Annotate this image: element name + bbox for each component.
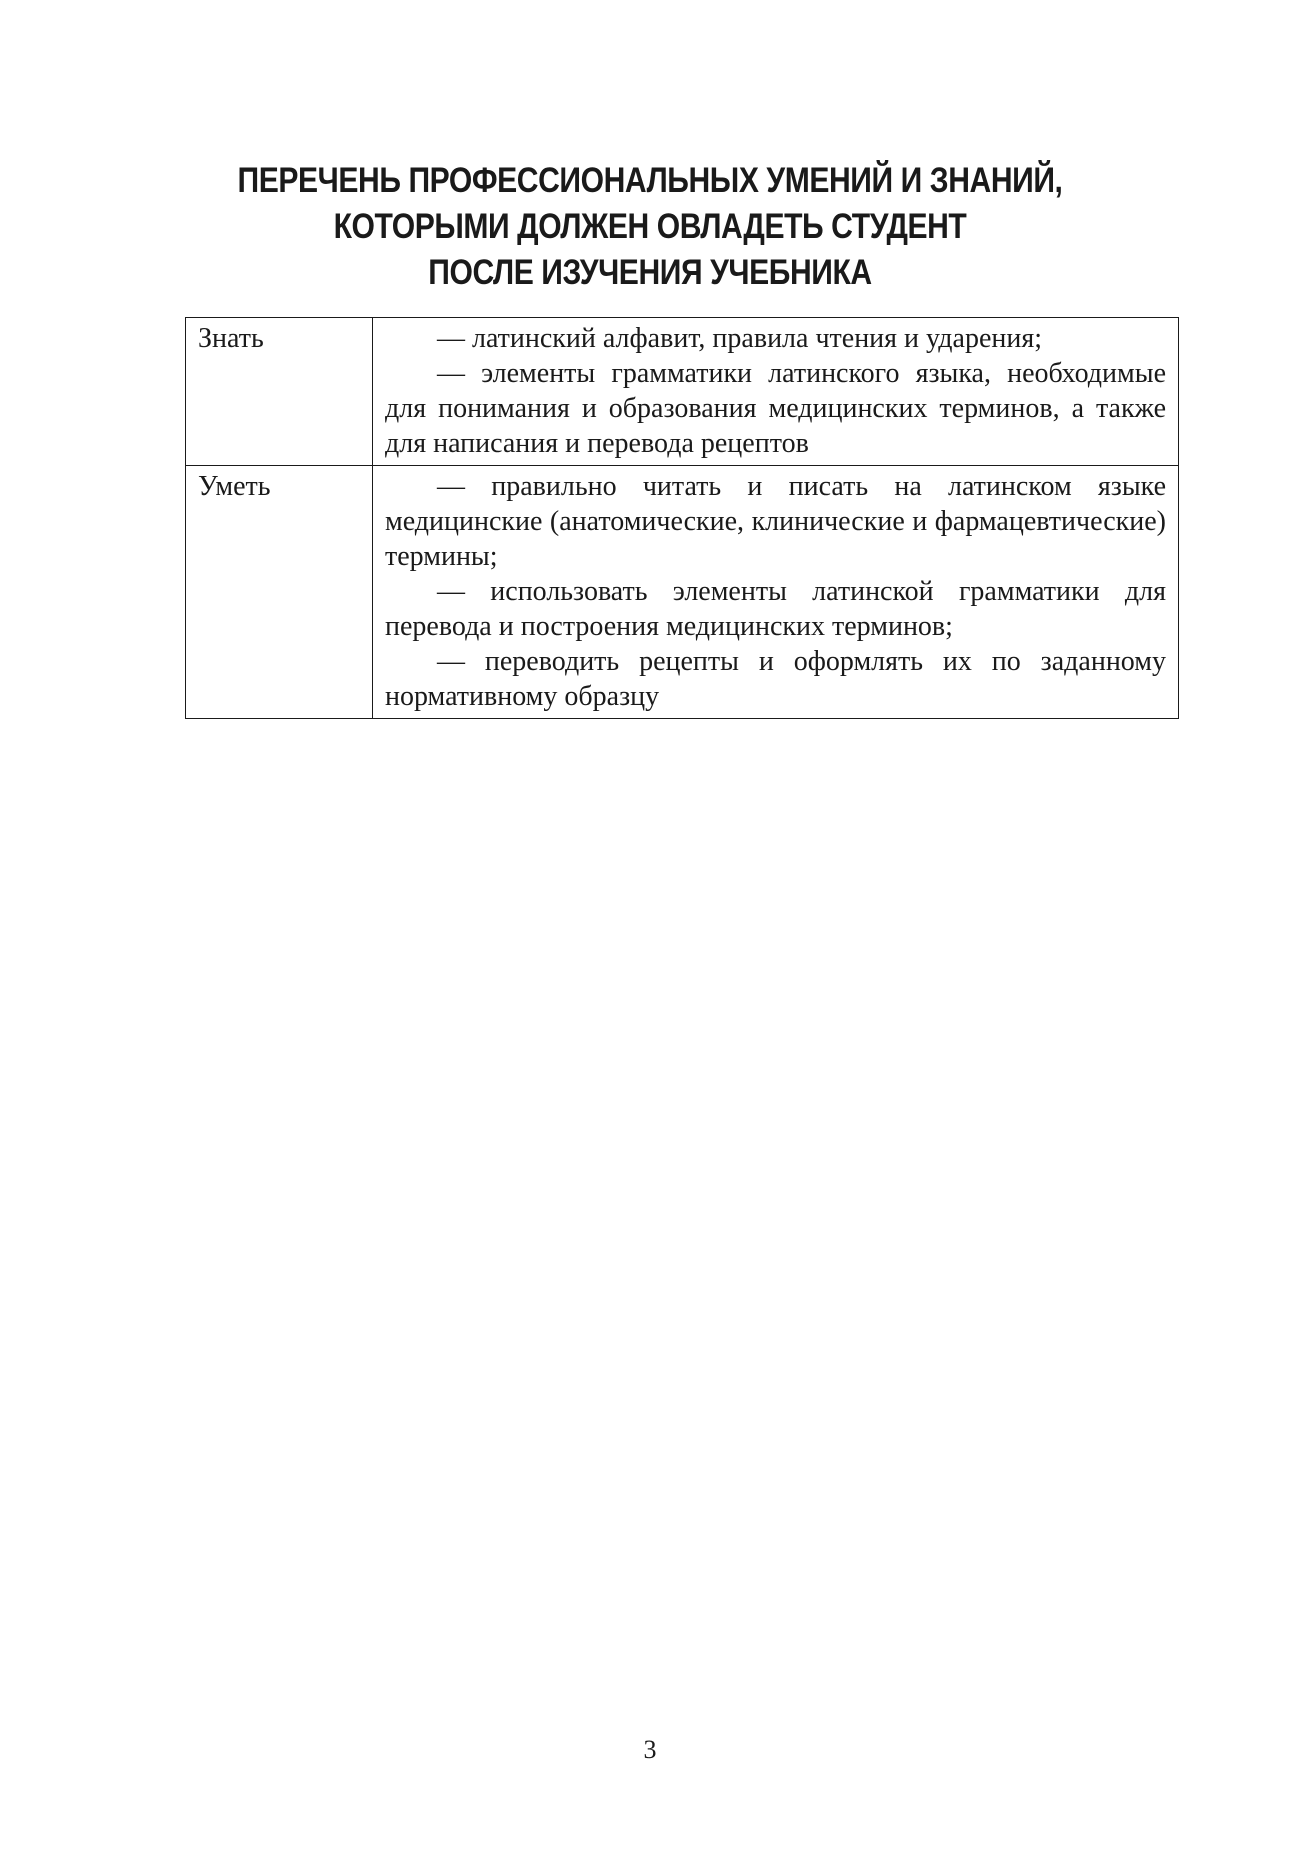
row-label-can: Уметь — [186, 466, 373, 719]
list-item: — использовать элементы латинской грамматики для перевода и построения медицинских терминов; — [385, 576, 1166, 642]
table-row-can — [186, 466, 1179, 719]
page-title — [91, 158, 1209, 296]
title-line-3: ПОСЛЕ ИЗУЧЕНИЯ УЧЕБНИКА — [428, 253, 872, 292]
page-number: 3 — [643, 1735, 657, 1764]
row-content-can — [373, 466, 1179, 719]
row-label-know: Знать — [186, 318, 373, 466]
table-row-know — [186, 318, 1179, 466]
list-item: — правильно читать и писать на латинском языке медицинские (анатомические, клинические и фармацевтические) термины; — [385, 471, 1166, 572]
list-item: — латинский алфавит, правила чтения и ударения; — [437, 323, 1042, 354]
row-content-know — [373, 318, 1179, 466]
list-item: — элементы грамматики латинского языка, необходимые для понимания и образования медицинских терминов, а также для написания и перевода рецептов — [385, 358, 1166, 459]
skills-table — [185, 317, 1179, 719]
title-line-2: КОТОРЫМИ ДОЛЖЕН ОВЛАДЕТЬ СТУДЕНТ — [333, 207, 967, 246]
title-line-1: ПЕРЕЧЕНЬ ПРОФЕССИОНАЛЬНЫХ УМЕНИЙ И ЗНАНИЙ, — [237, 161, 1063, 200]
list-item: — переводить рецепты и оформлять их по заданному нормативному образцу — [385, 646, 1166, 712]
